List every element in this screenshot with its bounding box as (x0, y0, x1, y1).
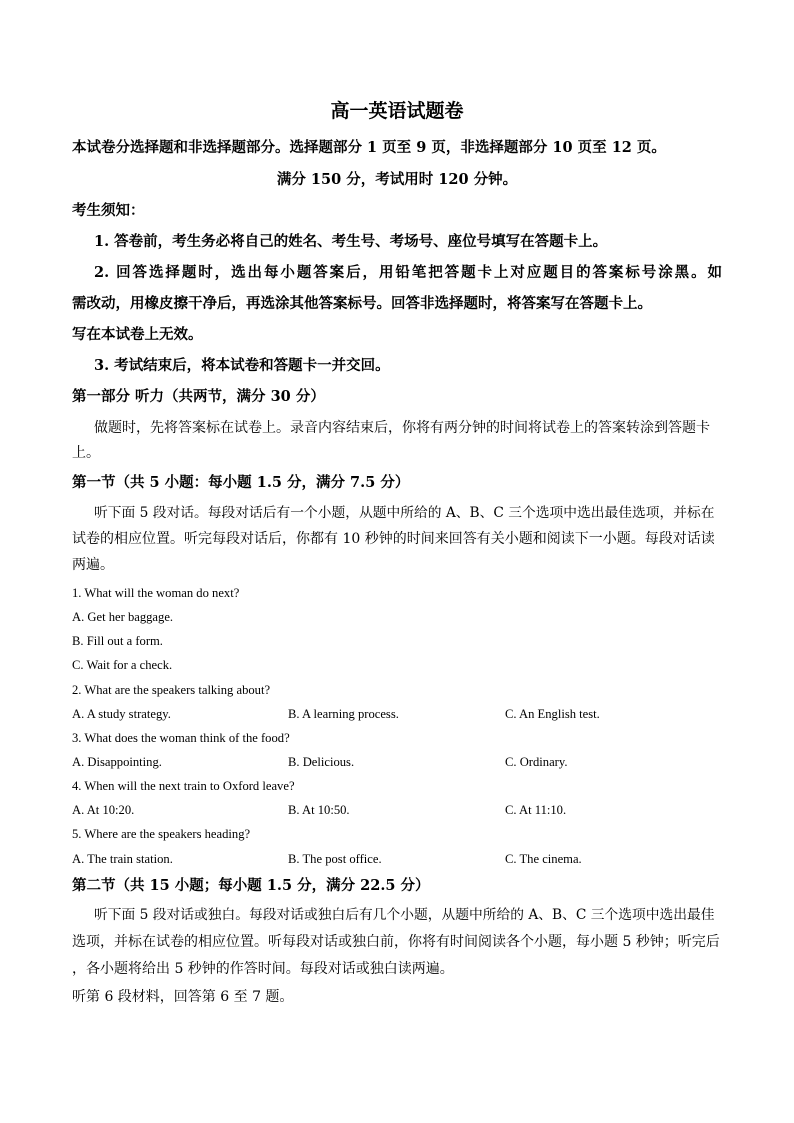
question-3-option-b: B. Delicious. (288, 755, 355, 769)
question-2: 2. What are the speakers talking about? (72, 683, 271, 697)
intro-line-2: 满分 150 分，考试用时 120 分钟。 (276, 171, 518, 188)
exam-page (72, 0, 722, 1123)
section1-instructions-line-3: 两遍。 (72, 557, 114, 573)
question-5-option-a: A. The train station. (72, 852, 173, 866)
section2-heading: 第二节（共 15 小题；每小题 1.5 分，满分 22.5 分） (72, 877, 430, 894)
intro-line-1: 本试卷分选择题和非选择题部分。选择题部分 1 页至 9 页，非选择题部分 10 页至 12 页。 (72, 139, 666, 156)
question-1: 1. What will the woman do next? (72, 586, 240, 600)
notice-item-2-line-3: 写在本试卷上无效。 (72, 326, 203, 343)
question-4-option-c: C. At 11:10. (505, 803, 567, 817)
question-2-option-a: A. A study strategy. (72, 707, 171, 721)
notice-item-3: 3. 考试结束后，将本试卷和答题卡一并交回。 (94, 357, 390, 374)
part1-instructions-line-2: 上。 (72, 445, 100, 461)
page-title: 高一英语试题卷 (330, 100, 464, 122)
question-4: 4. When will the next train to Oxford leave? (72, 779, 295, 793)
question-5-option-c: C. The cinema. (505, 852, 582, 866)
question-1-option-c: C. Wait for a check. (72, 658, 173, 672)
section1-instructions-line-1: 听下面 5 段对话。每段对话后有一个小题，从题中所给的 A、B、C 三个选项中选出最佳选项，并标在 (94, 505, 715, 521)
question-3-option-a: A. Disappointing. (72, 755, 162, 769)
question-2-option-b: B. A learning process. (288, 707, 399, 721)
section2-instructions-line-3: ，各小题将给出 5 秒钟的作答时间。每段对话或独白读两遍。 (72, 961, 454, 977)
question-3-option-c: C. Ordinary. (505, 755, 568, 769)
question-1-option-b: B. Fill out a form. (72, 634, 163, 648)
section2-instructions-line-1: 听下面 5 段对话或独白。每段对话或独白后有几个小题，从题中所给的 A、B、C 三个选项中选出最佳 (94, 907, 715, 923)
section1-instructions-line-2: 试卷的相应位置。听完每段对话后，你都有 10 秒钟的时间来回答有关小题和阅读下一小题。每段对话读 (72, 531, 715, 547)
section2-instructions-line-2: 选项，并标在试卷的相应位置。听每段对话或独白前，你将有时间阅读各个小题，每小题 5 秒钟；听完后 (72, 934, 720, 950)
section2-material-note: 听第 6 段材料，回答第 6 至 7 题。 (72, 989, 294, 1005)
notice-item-2-line-2: 需改动，用橡皮擦干净后，再选涂其他答案标号。回答非选择题时，将答案写在答题卡上。 (72, 295, 652, 312)
section1-heading: 第一节（共 5 小题：每小题 1.5 分，满分 7.5 分） (72, 474, 410, 491)
question-5-option-b: B. The post office. (288, 852, 382, 866)
question-1-option-a: A. Get her baggage. (72, 610, 174, 624)
notice-item-1: 1. 答卷前，考生务必将自己的姓名、考生号、考场号、座位号填写在答题卡上。 (94, 233, 608, 250)
part1-instructions-line-1: 做题时，先将答案标在试卷上。录音内容结束后，你将有两分钟的时间将试卷上的答案转涂到答题卡 (94, 420, 710, 436)
question-5: 5. Where are the speakers heading? (72, 827, 251, 841)
question-3: 3. What does the woman think of the food? (72, 731, 290, 745)
question-4-option-b: B. At 10:50. (288, 803, 350, 817)
question-4-option-a: A. At 10:20. (72, 803, 135, 817)
notice-heading: 考生须知： (72, 202, 145, 219)
part1-heading: 第一部分 听力（共两节，满分 30 分） (72, 388, 325, 405)
notice-item-2-line-1: 2. 回答选择题时，选出每小题答案后，用铅笔把答题卡上对应题目的答案标号涂黑。如 (94, 264, 722, 281)
question-2-option-c: C. An English test. (505, 707, 600, 721)
